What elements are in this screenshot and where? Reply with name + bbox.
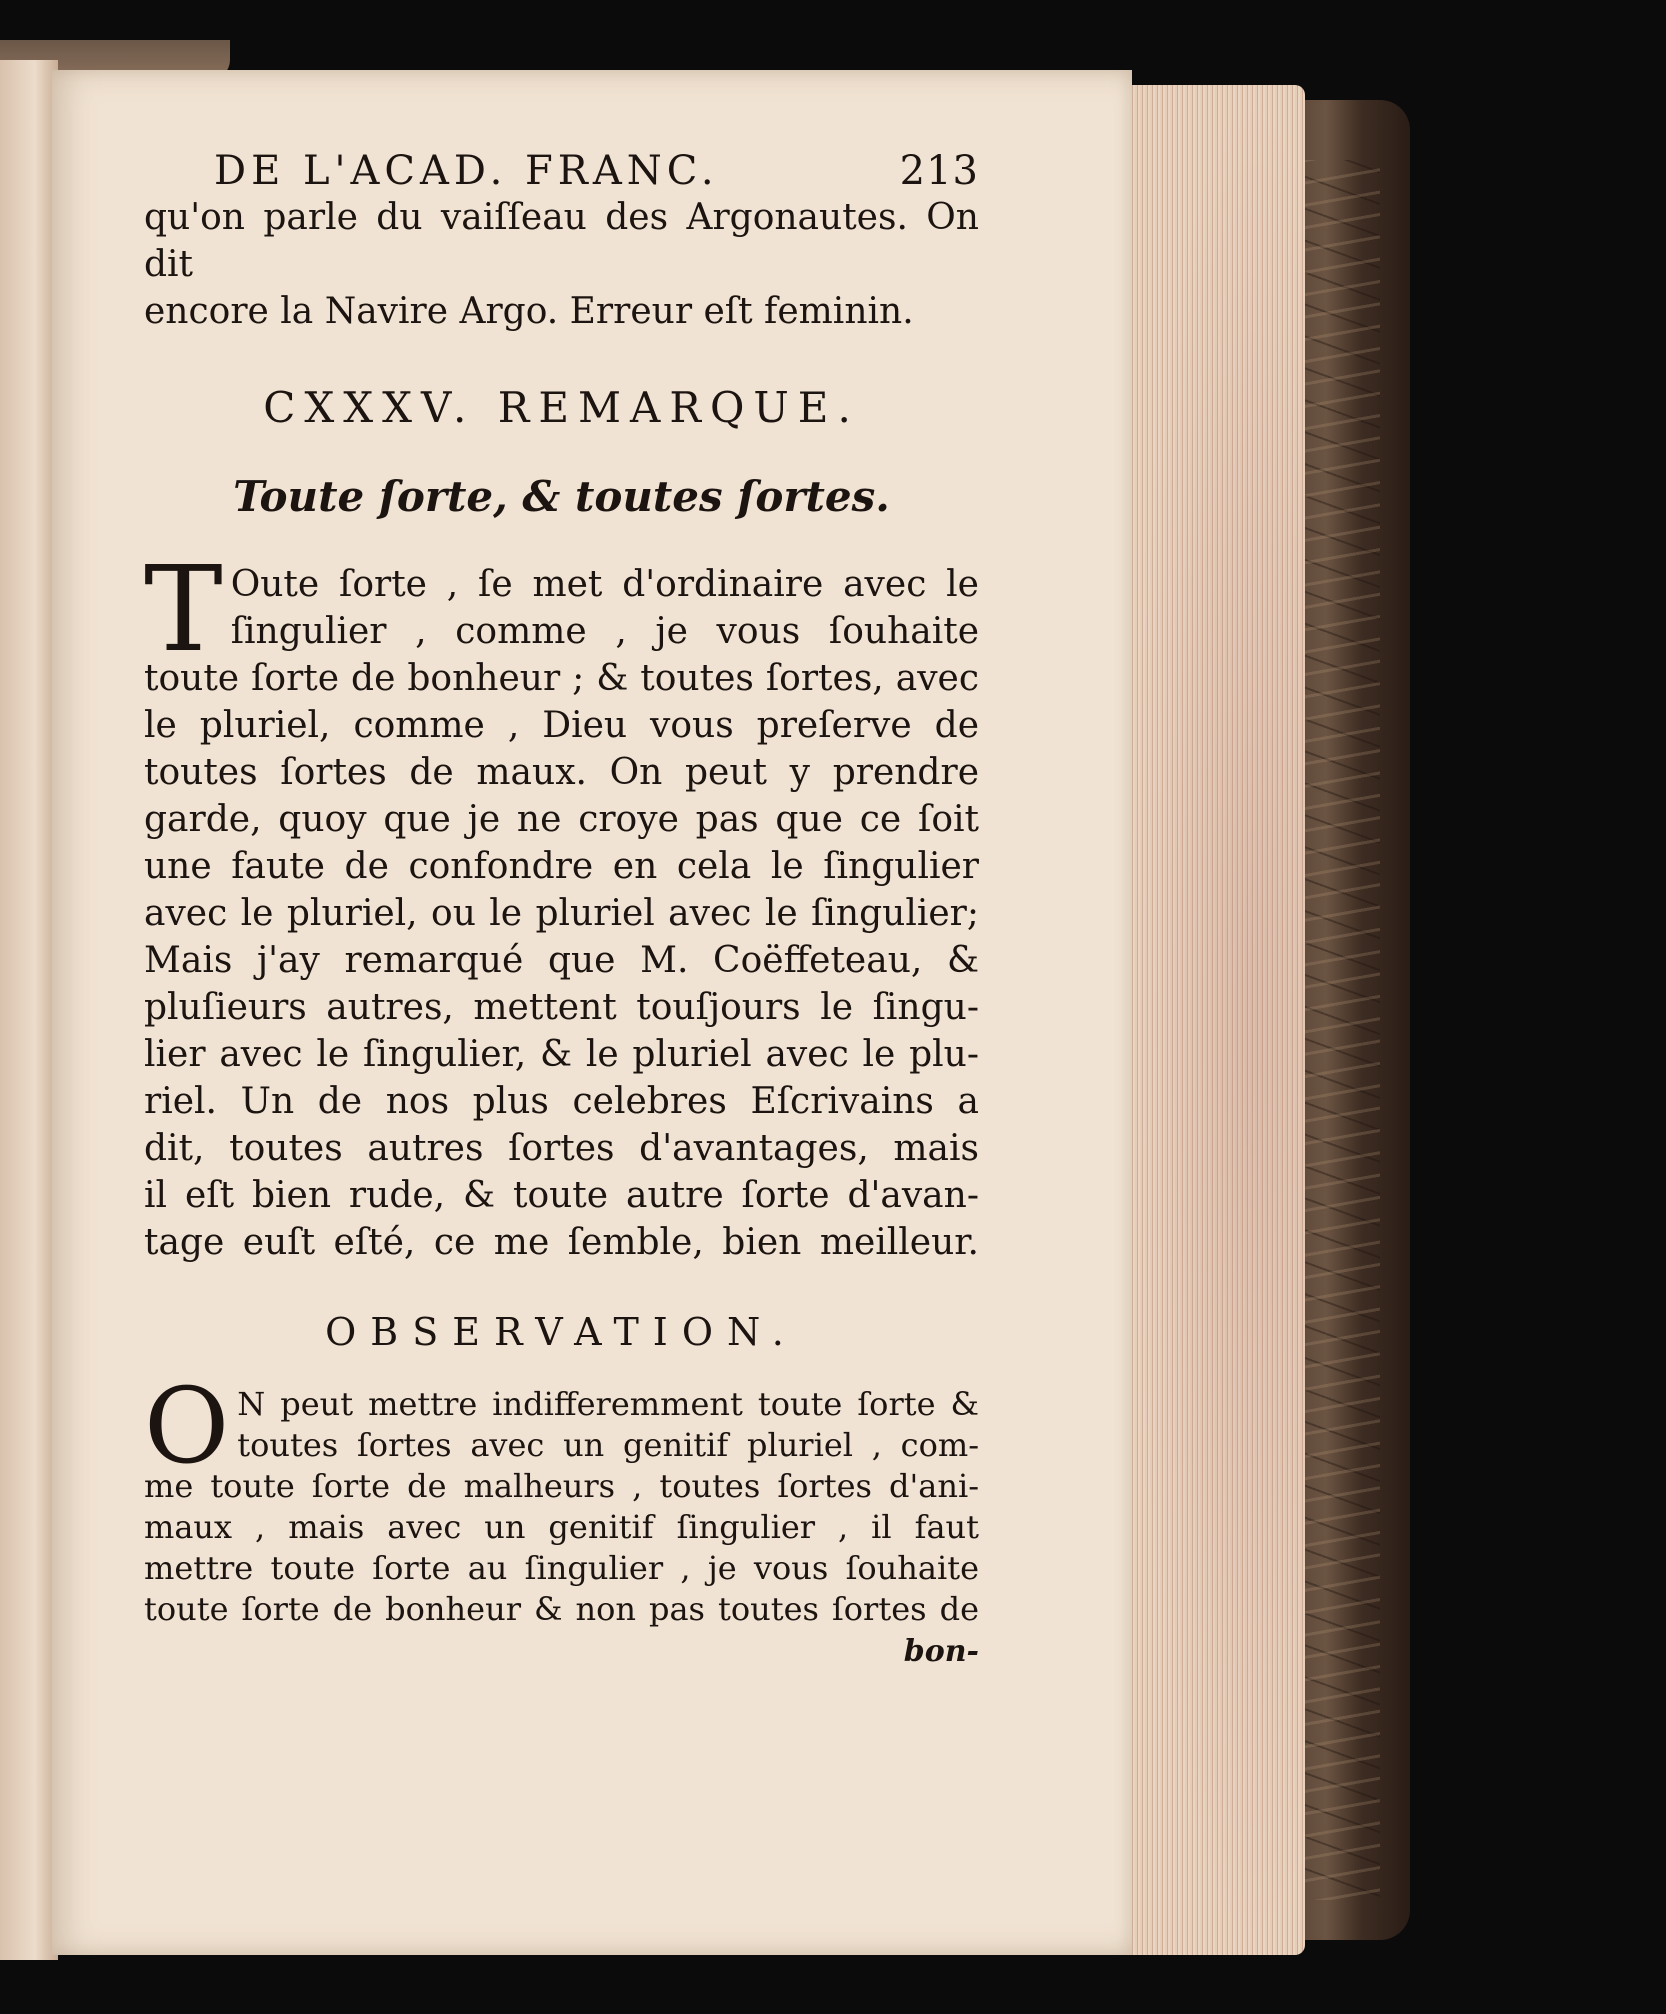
text-line: toutes ſortes de maux. On peut y prendre bbox=[144, 752, 979, 793]
intro-text bbox=[144, 194, 979, 335]
drop-cap: T bbox=[144, 540, 223, 678]
observation-paragraph bbox=[144, 1365, 979, 1630]
remarque-paragraph bbox=[144, 540, 979, 1266]
text-line: le pluriel, comme , Dieu vous preſerve de bbox=[144, 705, 979, 746]
text-line: ſingulier , comme , je vous ſouhaite bbox=[230, 611, 979, 652]
text-line: tage euſt eſté, ce me ſemble, bien meilleur. bbox=[144, 1222, 979, 1263]
text-line: mettre toute ſorte au ſingulier , je vous ſouhaite bbox=[144, 1549, 979, 1587]
text-line: me toute ſorte de malheurs , toutes ſortes d'ani- bbox=[144, 1467, 979, 1505]
text-line: il eſt bien rude, & toute autre ſorte d'avan- bbox=[144, 1175, 979, 1216]
text-line: riel. Un de nos plus celebres Eſcrivains a bbox=[144, 1081, 979, 1122]
text-line: lier avec le ſingulier, & le pluriel avec le plu- bbox=[144, 1034, 979, 1075]
page-text-block bbox=[144, 148, 979, 1669]
text-line: toutes ſortes avec un genitif pluriel , com- bbox=[237, 1426, 979, 1464]
text-line: Mais j'ay remarqué que M. Coëffeteau, & bbox=[144, 940, 979, 981]
page-number: 213 bbox=[899, 148, 979, 194]
running-head bbox=[214, 148, 979, 194]
intro-line: qu'on parle du vaiſſeau des Argonautes. On dit bbox=[144, 197, 979, 285]
intro-line: encore la Navire Argo. Erreur eſt feminin. bbox=[144, 291, 914, 332]
remarque-subtitle: Toute ſorte, & toutes ſortes. bbox=[233, 472, 890, 521]
text-line: toute ſorte de bonheur ; & toutes ſortes, avec bbox=[144, 658, 979, 699]
drop-cap: O bbox=[144, 1365, 230, 1487]
text-line: toute ſorte de bonheur & non pas toutes ſortes de bbox=[144, 1590, 979, 1628]
text-line: Oute ſorte , ſe met d'ordinaire avec le bbox=[230, 564, 979, 605]
text-line: une faute de confondre en cela le ſingulier bbox=[144, 846, 979, 887]
text-line: maux , mais avec un genitif ſingulier , il faut bbox=[144, 1508, 979, 1546]
text-line: avec le pluriel, ou le pluriel avec le ſingulier; bbox=[144, 893, 979, 934]
text-line: dit, toutes autres ſortes d'avantages, mais bbox=[144, 1128, 979, 1169]
remarque-heading: CXXXV. REMARQUE. bbox=[263, 383, 860, 432]
book-page bbox=[52, 70, 1132, 1955]
text-line: N peut mettre indifferemment toute ſorte & bbox=[237, 1385, 979, 1423]
running-head-title: DE L'ACAD. FRANC. bbox=[214, 148, 719, 194]
page-block-edges bbox=[1130, 85, 1305, 1955]
text-line: pluſieurs autres, mettent touſjours le ſingu- bbox=[144, 987, 979, 1028]
cover-texture bbox=[1300, 160, 1380, 1900]
text-line: garde, quoy que je ne croye pas que ce ſoit bbox=[144, 799, 979, 840]
left-page-edge bbox=[0, 60, 58, 1960]
observation-heading: OBSERVATION. bbox=[325, 1310, 798, 1354]
catchword: bon- bbox=[903, 1634, 979, 1669]
